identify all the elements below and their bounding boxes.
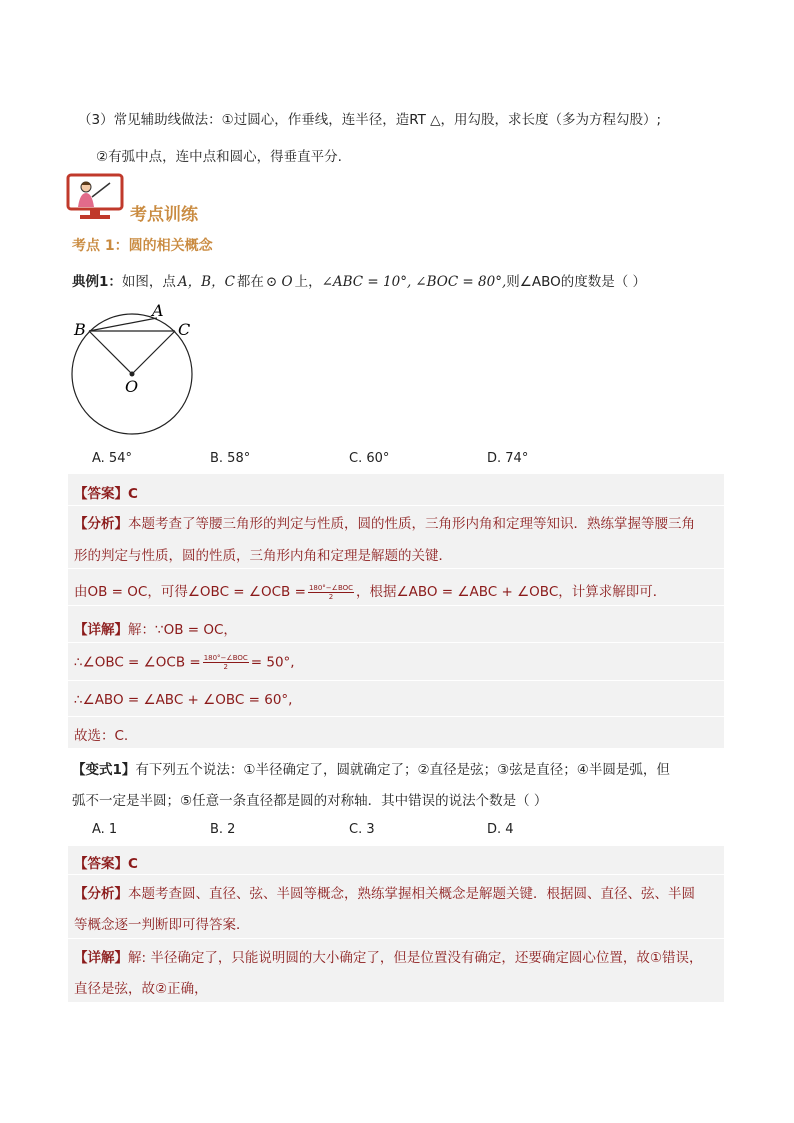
label-b: B bbox=[74, 320, 86, 339]
chord-ba bbox=[89, 318, 157, 331]
variant-option-d: D. 4 bbox=[487, 822, 514, 837]
point-title: 考点 1：圆的相关概念 bbox=[72, 238, 213, 254]
option-c: C. 60° bbox=[349, 451, 390, 466]
variant-option-a: A. 1 bbox=[92, 822, 118, 837]
variant-question-1: 【变式1】有下列五个说法：①半径确定了，圆就确定了；②直径是弦；③弦是直径；④半圆是弧，但 bbox=[72, 762, 670, 778]
detail-line-4: 故选：C. bbox=[74, 728, 129, 744]
label-o: O bbox=[125, 377, 139, 396]
detail-line-3: ∴∠ABO = ∠ABC + ∠OBC = 60°, bbox=[74, 692, 293, 708]
intro-item3: （3）常见辅助线做法：①过圆心，作垂线，连半径，造RT △，用勾股，求长度（多为方程勾股）; bbox=[78, 112, 662, 128]
variant-answer-line: 【答案】C bbox=[74, 856, 138, 872]
analysis-line-1: 【分析】本题考查了等腰三角形的判定与性质，圆的性质，三角形内角和定理等知识．熟练掌握等腰三角 bbox=[74, 516, 695, 532]
teacher-board-icon bbox=[66, 173, 124, 221]
example-question: 典例1：如图，点 A，B，C 都在 ⊙ O 上，∠ABC = 10°, ∠BOC = 80°,则∠ABO的度数是（ ） bbox=[72, 274, 647, 290]
variant-analysis-2: 等概念逐一判断即可得答案． bbox=[74, 917, 250, 933]
analysis-line-2: 形的判定与性质，圆的性质，三角形内角和定理是解题的关键． bbox=[74, 548, 452, 564]
analysis-line-3: 由OB = OC，可得∠OBC = ∠OCB = $\frac{\text{180°−∠BOC}}{2}$ ，根据∠ABO = ∠ABC + ∠OBC，计算求解即可． bbox=[74, 583, 667, 601]
option-d: D. 74° bbox=[487, 451, 529, 466]
variant-option-c: C. 3 bbox=[349, 822, 375, 837]
circle-figure bbox=[66, 300, 200, 440]
variant-option-b: B. 2 bbox=[210, 822, 236, 837]
radius-oc bbox=[132, 331, 175, 374]
variant-answer-block bbox=[68, 846, 724, 1002]
variant-question-2: 弧不一定是半圆；⑤任意一条直径都是圆的对称轴．其中错误的说法个数是（ ） bbox=[72, 793, 548, 809]
example-label: 典例1： bbox=[72, 274, 122, 290]
center-point bbox=[130, 372, 135, 377]
option-b: B. 58° bbox=[210, 451, 251, 466]
variant-analysis-1: 【分析】本题考查圆、直径、弦、半圆等概念，熟练掌握相关概念是解题关键．根据圆、直径、弦、半圆 bbox=[74, 886, 695, 902]
intro-item3b: ②有弧中点，连中点和圆心，得垂直平分. bbox=[96, 149, 342, 165]
variant-detail-2: 直径是弦，故②正确， bbox=[74, 981, 208, 997]
variant-label: 【变式1】 bbox=[72, 762, 136, 778]
detail-line-1: 【详解】解：∵OB = OC， bbox=[74, 622, 237, 638]
label-c: C bbox=[178, 320, 191, 339]
example-answer-block bbox=[68, 474, 724, 748]
radius-ob bbox=[89, 331, 132, 374]
fraction: $\frac{\text{180°−∠BOC}}{2}$ bbox=[203, 654, 248, 671]
answer-line: 【答案】C bbox=[74, 486, 138, 502]
option-a: A. 54° bbox=[92, 451, 132, 466]
label-a: A bbox=[152, 301, 164, 320]
variant-detail-1: 【详解】解: 半径确定了，只能说明圆的大小确定了，但是位置没有确定，还要确定圆心位置，故①错误， bbox=[74, 950, 703, 966]
fraction: $\frac{\text{180°−∠BOC}}{2}$ bbox=[308, 583, 354, 601]
section-title: 考点训练 bbox=[130, 205, 198, 225]
detail-line-2: ∴∠OBC = ∠OCB = $\frac{\text{180°−∠BOC}}{2}$ = 50°, bbox=[74, 654, 295, 671]
